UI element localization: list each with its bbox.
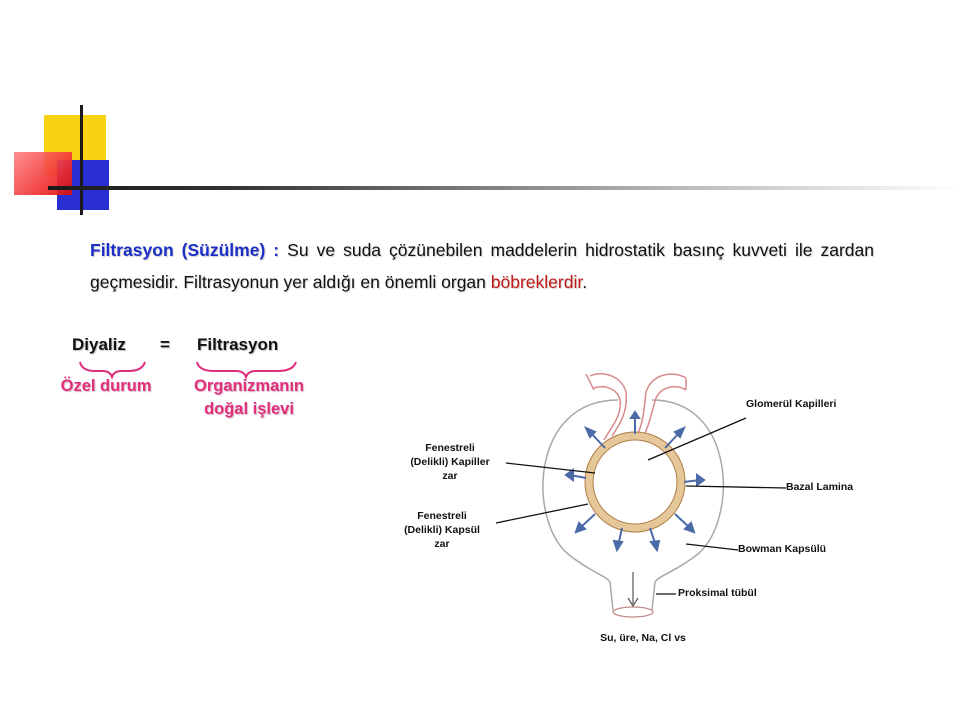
glomerular-capillary-ring xyxy=(589,436,681,528)
equation-right: Filtrasyon xyxy=(197,335,279,354)
vessel xyxy=(590,374,686,438)
label-bazal: Bazal Lamina xyxy=(786,481,854,493)
tubule-opening xyxy=(613,607,653,617)
equation-left-note: Özel durum xyxy=(60,377,152,395)
equation-right-note-line1: Organizmanın xyxy=(193,377,304,395)
label-fenestreli-kapsul-1: Fenestreli xyxy=(417,510,467,522)
label-output: Su, üre, Na, Cl vs xyxy=(600,632,686,644)
definition-text: Su ve suda çözünebilen maddelerin hidrostatik basınç kuvveti ile zardan geçmesidir. Filtrasyonun yer aldığı en önemli organ xyxy=(90,240,874,292)
definition-highlight: böbreklerdir xyxy=(490,272,583,292)
equation-operator: = xyxy=(160,335,170,354)
label-bowman: Bowman Kapsülü xyxy=(738,543,827,555)
label-fenestreli-kapsul-3: zar xyxy=(434,538,450,550)
leader-bazal xyxy=(686,486,786,488)
glomerulus-diagram xyxy=(390,360,890,660)
label-fenestreli-kapsul-2: (Delikli) Kapsül xyxy=(404,524,480,536)
label-fenestreli-kapiller-2: (Delikli) Kapiller xyxy=(410,456,490,468)
label-glomerul: Glomerül Kapilleri xyxy=(746,398,837,410)
leader-fenestreli-kapiller xyxy=(506,463,595,473)
definition-term: Filtrasyon (Süzülme) : xyxy=(90,240,280,260)
label-fenestreli-kapiller-1: Fenestreli xyxy=(425,442,475,454)
definition-end: . xyxy=(582,272,588,292)
label-fenestreli-kapiller-3: zar xyxy=(442,470,458,482)
leader-glomerul xyxy=(648,418,746,460)
leader-fenestreli-kapsul xyxy=(496,504,588,523)
label-proksimal: Proksimal tübül xyxy=(678,587,757,599)
equation-right-note-line2: doğal işlevi xyxy=(204,400,294,418)
leader-bowman xyxy=(686,544,738,550)
equation-left: Diyaliz xyxy=(72,335,126,354)
